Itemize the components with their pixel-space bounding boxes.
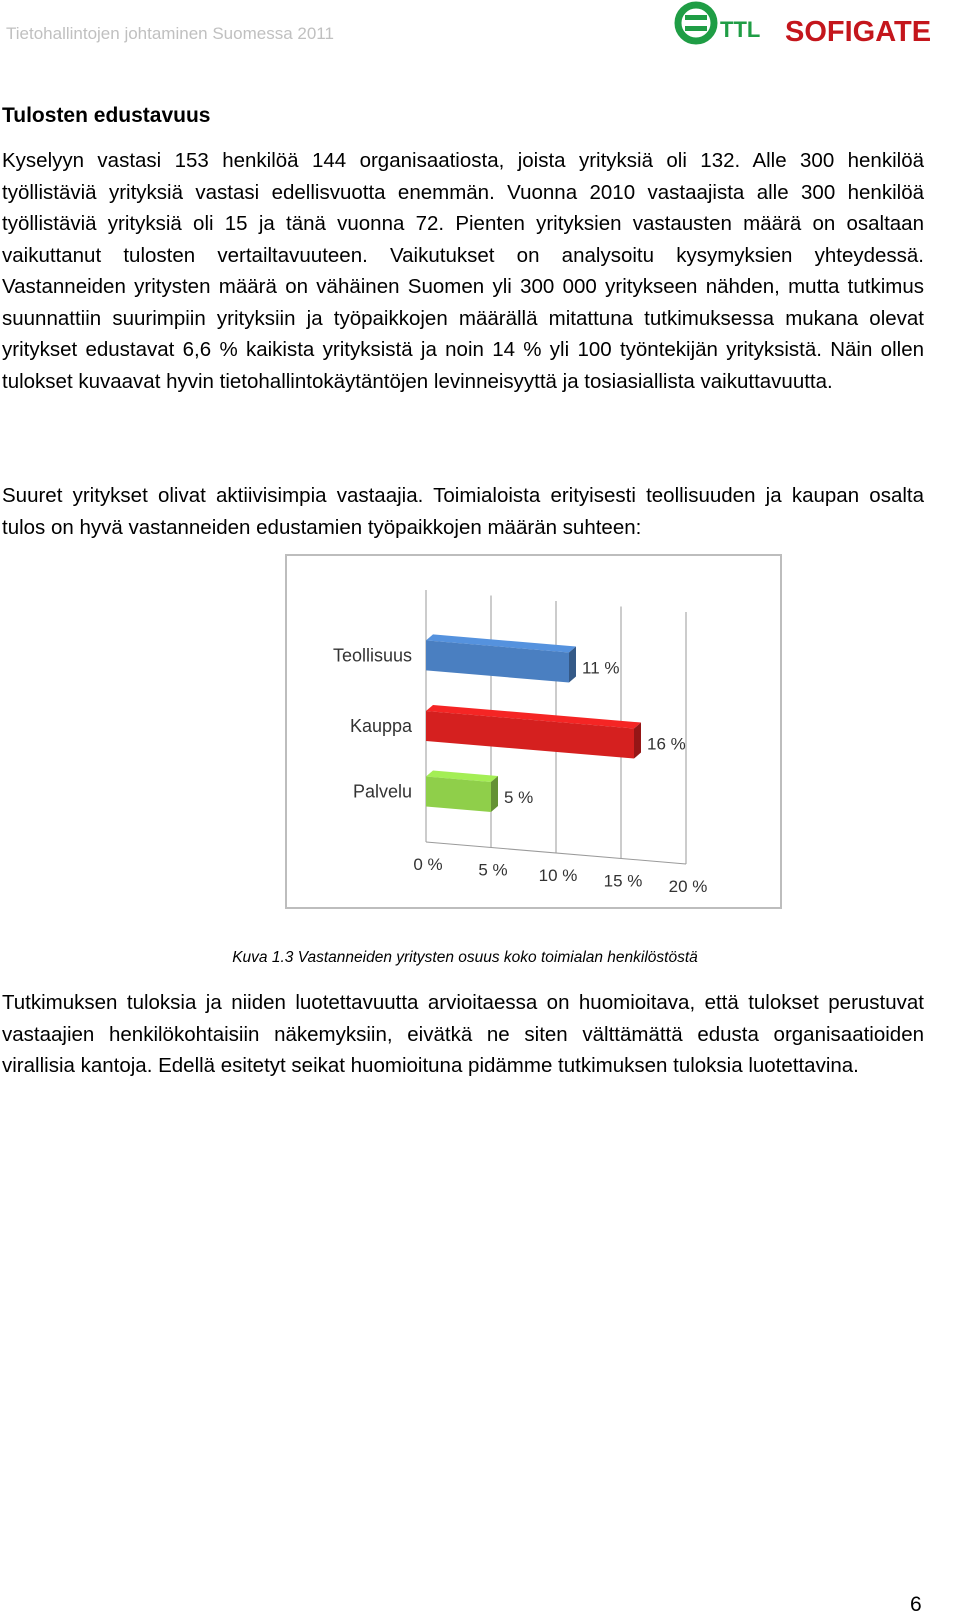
category-label: Kauppa — [349, 715, 412, 736]
sofigate-logo-text: SOFIGATE — [785, 16, 932, 48]
x-tick-label: 15 % — [603, 871, 643, 891]
page-number: 6 — [910, 1593, 922, 1616]
x-tick-label: 0 % — [413, 855, 443, 874]
ttl-logo-text: TTL — [720, 17, 761, 42]
x-tick-label: 20 % — [668, 877, 708, 896]
x-tick-label: 5 % — [478, 860, 508, 880]
data-label: 11 % — [582, 658, 620, 678]
category-label: Teollisuus — [332, 645, 412, 666]
running-header: Tietohallintojen johtaminen Suomessa 2011 — [6, 24, 334, 43]
bar-end — [569, 647, 576, 683]
header-logos — [670, 0, 960, 50]
bar — [426, 776, 491, 812]
paragraph-large-companies: Suuret yritykset olivat aktiivisimpia vastaajia. Toimialoista erityisesti teollisuuden ja kaupan osalta tulos on hyvä vastanneiden edustamien työpaikkojen määrän suhteen: — [2, 484, 924, 539]
data-label: 5 % — [504, 787, 534, 807]
bar-chart — [285, 554, 782, 909]
data-label: 16 % — [647, 734, 686, 754]
x-tick-label: 10 % — [538, 866, 578, 885]
paragraph-reliability: Tutkimuksen tuloksia ja niiden luotettavuutta arvioitaessa on huomioitava, että tulokset perustuvat vastaajien henkilökohtaisiin näkemyksiin, eivätkä ne siten välttämättä edusta organisaatioiden virallisia kantoja. Edellä esitetyt seikat huomioituna pidämme tutkimuksen tuloksia luotettavina. — [2, 991, 924, 1077]
figure-caption: Kuva 1.3 Vastanneiden yritysten osuus koko toimialan henkilöstöstä — [232, 949, 698, 966]
category-label: Palvelu — [352, 781, 412, 802]
bar-chart-canvas — [287, 556, 780, 907]
section-heading: Tulosten edustavuus — [2, 104, 211, 127]
paragraph-representativeness: Kyselyyn vastasi 153 henkilöä 144 organisaatiosta, joista yrityksiä oli 132. Alle 300 henkilöä työllistäviä yrityksiä vastasi edellisvuotta enemmän. Vuonna 2010 vastaajista alle 300 henkilöä työllistäviä yrityksiä oli 15 ja tänä vuonna 72. Pienten yrityksien vastausten määrä on osaltaan vaikuttanut tulosten vertailtavuuteen. Vaikutukset on analysoitu kysymyksien yhteydessä. Vastanneiden yritysten määrä on vähäinen Suomen yli 300 000 yritykseen nähden, mutta tutkimus suunnattiin suurimpiin yrityksiin ja työpaikkojen määrällä mitattuna tutkimuksessa mukana olevat yritykset edustavat 6,6 % kaikista yrityksistä ja noin 14 % yli 100 työntekijän yrityksistä. Näin ollen tulokset kuvaavat hyvin tietohallintokäytäntöjen levinneisyyttä ja tosiasiallista vaikuttavuutta. — [2, 149, 924, 393]
ttl-logo-icon — [670, 0, 960, 50]
bar-end — [491, 776, 498, 812]
ttl-logo-mark-icon — [678, 5, 714, 41]
bar-end — [634, 723, 641, 759]
